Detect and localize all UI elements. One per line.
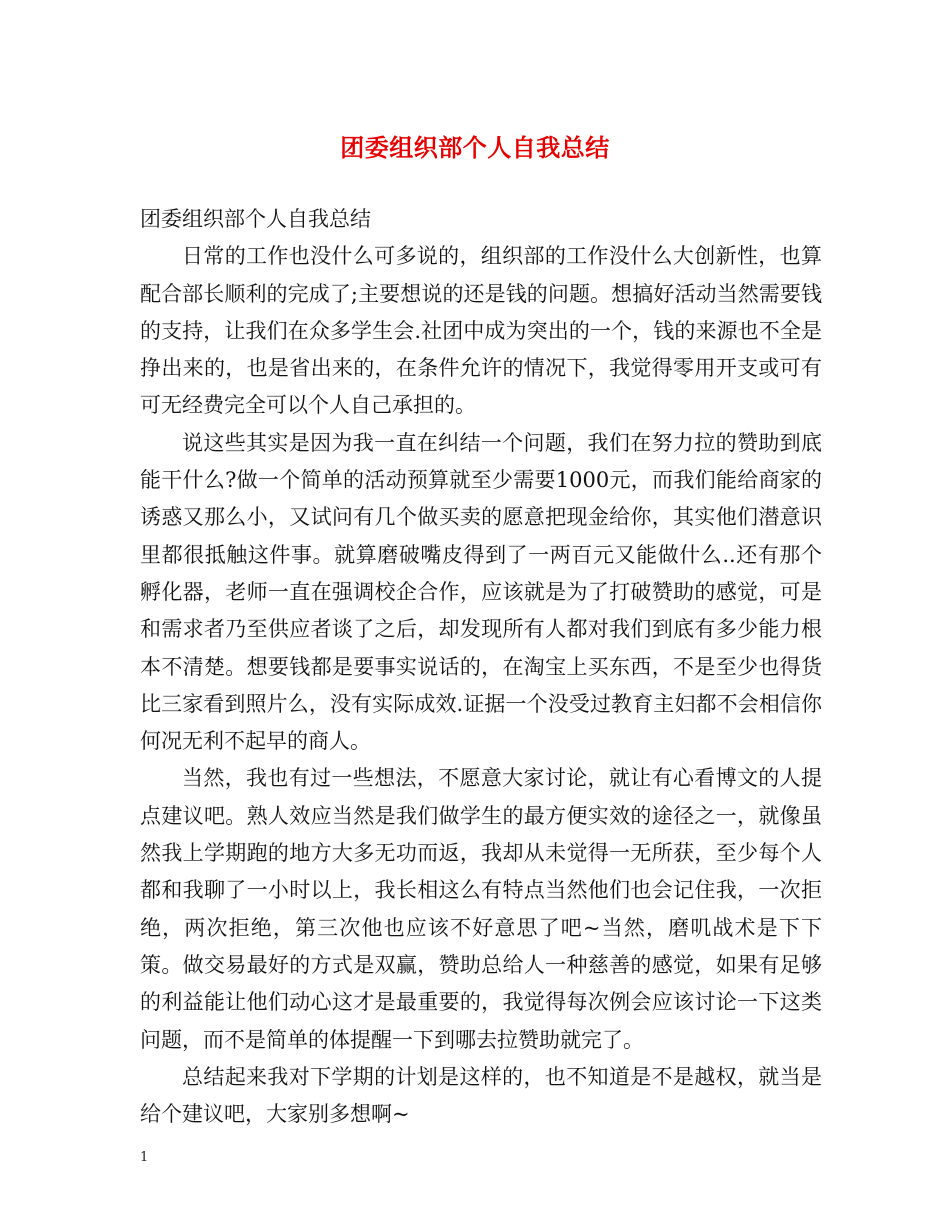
paragraph-1: 日常的工作也没什么可多说的，组织部的工作没什么大创新性，也算配合部长顺利的完成了;主要想说的还是钱的问题。想搞好活动当然需要钱的支持，让我们在众多学生会.社团中成为突出的一个，钱的来源也不全是挣出来的，也是省出来的，在条件允许的情况下，我觉得零用开支或可有可无经费完全可以个人自己承担的。: [140, 244, 822, 418]
paragraph-4: 总结起来我对下学期的计划是这样的，也不知道是不是越权，就当是给个建议吧，大家别多想啊~: [140, 1064, 822, 1127]
page-number: 1: [140, 1150, 149, 1165]
document-body: [140, 201, 822, 1133]
document-subtitle: 团委组织部个人自我总结: [140, 207, 371, 231]
paragraph-3: 当然，我也有过一些想法，不愿意大家讨论，就让有心看博文的人提点建议吧。熟人效应当然是我们做学生的最方便实效的途径之一，就像虽然我上学期跑的地方大多无功而返，我却从未觉得一无所获，至少每个人都和我聊了一小时以上，我长相这么有特点当然他们也会记住我，一次拒绝，两次拒绝，第三次他也应该不好意思了吧~当然，磨叽战术是下下策。做交易最好的方式是双赢，赞助总给人一种慈善的感觉，如果有足够的利益能让他们动心这才是最重要的，我觉得每次例会应该讨论一下这类问题，而不是简单的体提醒一下到哪去拉赞助就完了。: [140, 766, 822, 1052]
document-title: 团委组织部个人自我总结: [340, 133, 610, 162]
paragraph-2: 说这些其实是因为我一直在纠结一个问题，我们在努力拉的赞助到底能干什么?做一个简单的活动预算就至少需要1000元，而我们能给商家的诱惑又那么小，又试问有几个做买卖的愿意把现金给你，其实他们潜意识里都很抵触这件事。就算磨破嘴皮得到了一两百元又能做什么..还有那个孵化器，老师一直在强调校企合作，应该就是为了打破赞助的感觉，可是和需求者乃至供应者谈了之后，却发现所有人都对我们到底有多少能力根本不清楚。想要钱都是要事实说话的，在淘宝上买东西，不是至少也得货比三家看到照片么，没有实际成效.证据一个没受过教育主妇都不会相信你何况无利不起早的商人。: [140, 430, 822, 754]
